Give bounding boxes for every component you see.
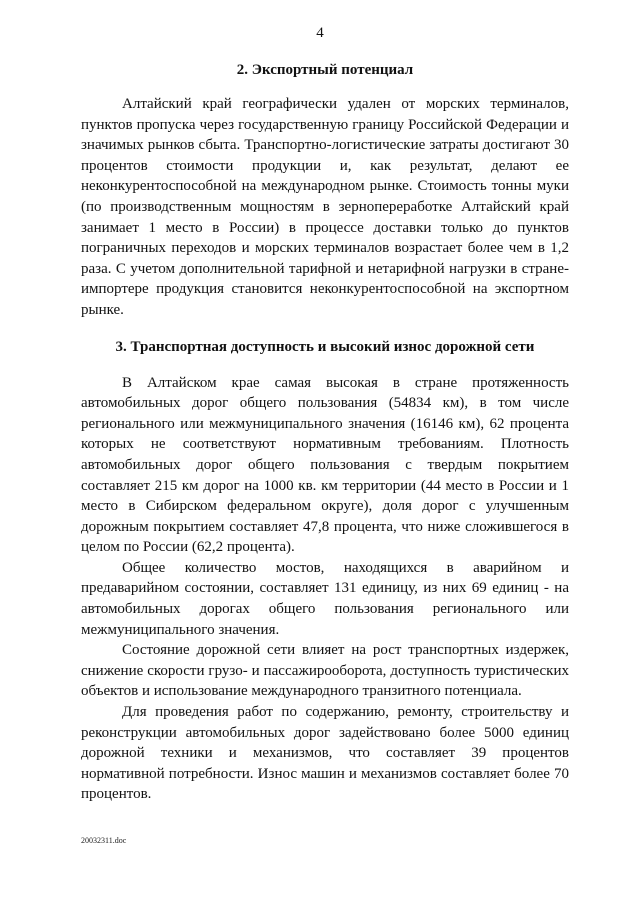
paragraph-export-potential: Алтайский край географически удален от морских терминалов, пунктов пропуска через государственную границу Российской Федерации и значимых рынков сбыта. Транспортно-логистические затраты достигают 30 процентов стоимости продукции и, как результат, делают ее неконкурентоспособной на международном рынке. Стоимость тонны муки (по производственным мощностям в зернопереработке Алтайский край занимает 1 место в России) в процессе доставки только до пунктов пограничных переходов и морских терминалов возрастает более чем в 1,2 раза. С учетом дополнительной тарифной и нетарифной нагрузки в стране-импортере продукция становится неконкурентоспособной на экспортном рынке. bbox=[81, 96, 569, 318]
section-heading-export-potential: 2. Экспортный потенциал bbox=[236, 62, 414, 78]
paragraph-road-machinery: Для проведения работ по содержанию, ремонту, строительству и реконструкции автомобильных дорог задействовано более 5000 единиц дорожной техники и механизмов, что составляет 39 процентов нормативной потребности. Износ машин и механизмов составляет более 70 процентов. bbox=[81, 704, 569, 803]
section-heading-transport-access: 3. Транспортная доступность и высокий износ дорожной сети bbox=[115, 338, 535, 355]
page-number: 4 bbox=[316, 25, 324, 41]
document-body bbox=[81, 60, 569, 805]
paragraph-bridges: Общее количество мостов, находящихся в аварийном и предаварийном состоянии, составляет 131 единицу, из них 69 единиц - на автомобильных дорогах общего пользования регионального или межмуниципального значения. bbox=[81, 559, 569, 638]
paragraph-road-network-impact: Состояние дорожной сети влияет на рост транспортных издержек, снижение скорости грузо- и пассажирооборота, доступность туристических объектов и использование международного транзитного потенциала. bbox=[81, 642, 569, 700]
paragraph-road-length: В Алтайском крае самая высокая в стране протяженность автомобильных дорог общего пользования (54834 км), в том числе регионального или межмуниципального значения (16146 км), 62 процента которых не соответствуют нормативным требованиям. Плотность автомобильных дорог общего пользования с твердым покрытием составляет 215 км дорог на 1000 кв. км территории (44 место в России и 1 место в Сибирском федеральном округе), доля дорог с улучшенным дорожным покрытием составляет 47,8 процента, что ниже сложившегося в целом по России (62,2 процента). bbox=[81, 374, 569, 556]
footer-filename: 20032311.doc bbox=[81, 836, 127, 845]
